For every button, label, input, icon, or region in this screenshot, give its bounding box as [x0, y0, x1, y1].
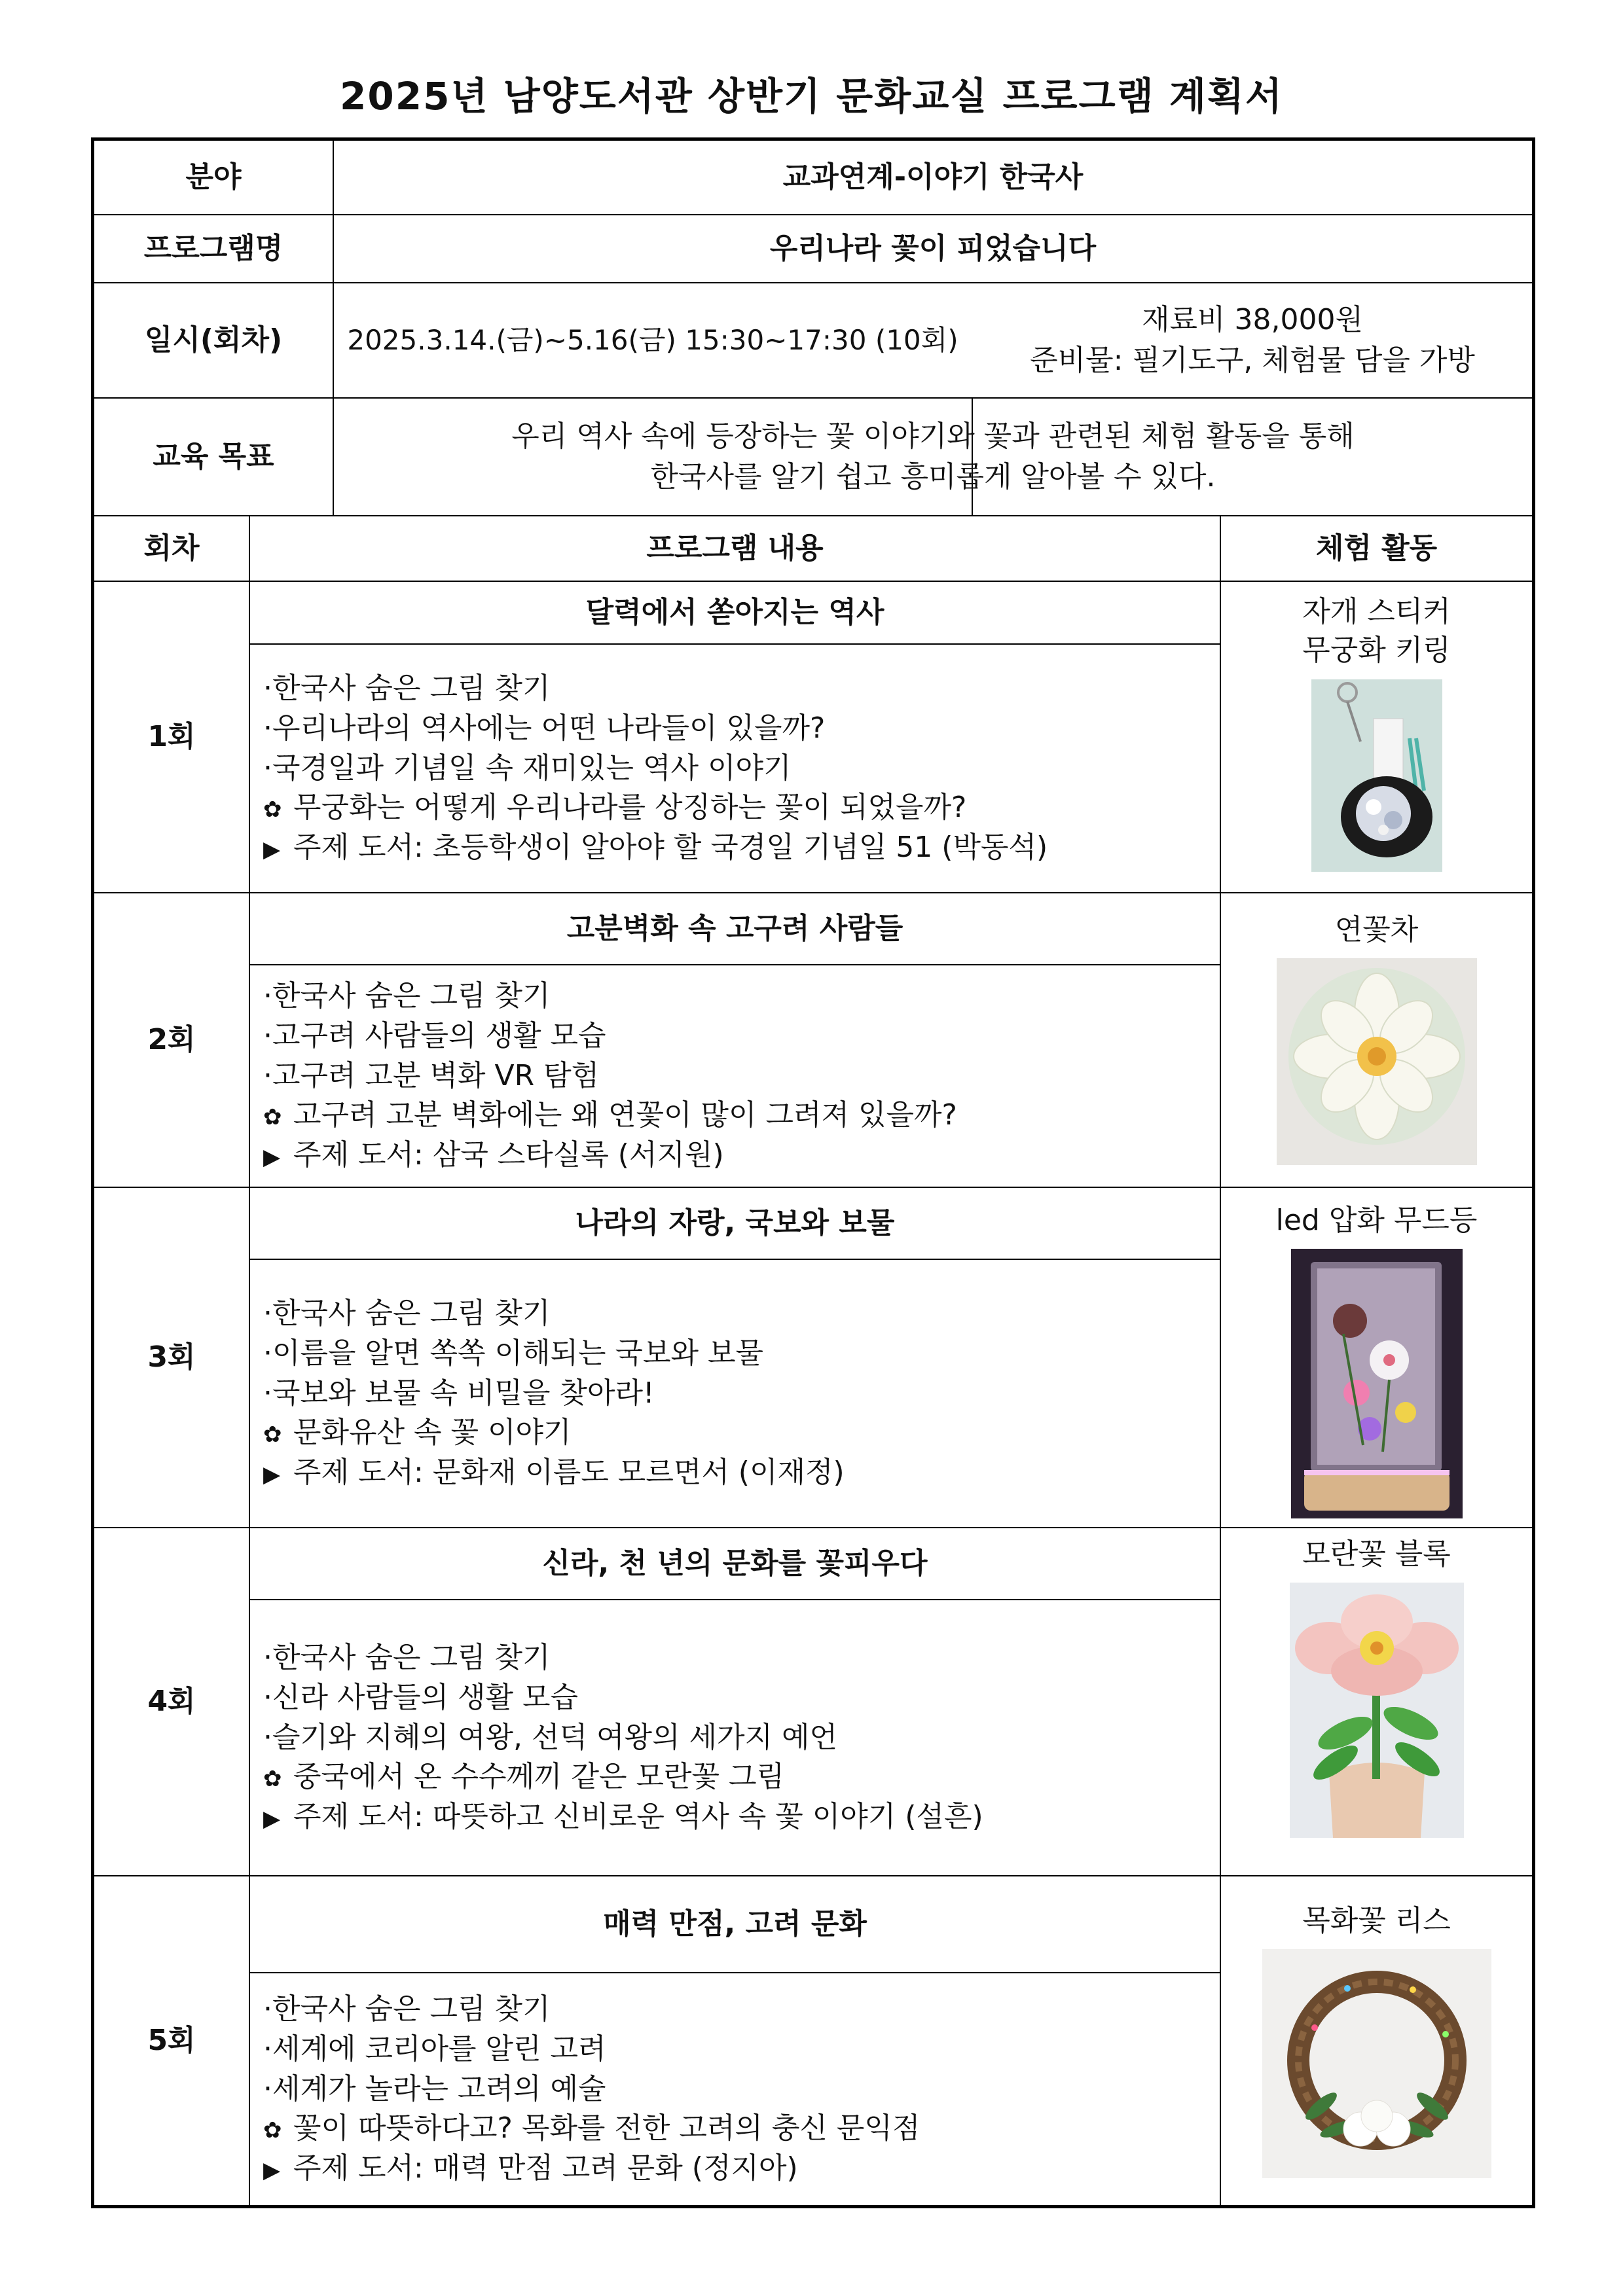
arrow-icon: ▶ — [263, 2157, 281, 2184]
content-item: ·슬기와 지혜의 여왕, 선덕 여왕의 세가지 예언 — [263, 1720, 837, 1754]
content-item: ·한국사 숨은 그림 찾기 — [263, 1641, 551, 1675]
session-content — [250, 1600, 1220, 1875]
content-item-book: ▶ 주제 도서: 문화재 이름도 모르면서 (이재정) — [263, 1456, 845, 1490]
session-number: 2회 — [147, 1023, 196, 1057]
session-topic: 매력 만점, 고려 문화 — [603, 1907, 867, 1941]
led-lamp-photo — [1291, 1249, 1463, 1518]
date-label: 일시(회차) — [144, 323, 283, 357]
flower-icon: ✿ — [263, 1422, 282, 1448]
content-item-book: ▶ 주제 도서: 초등학생이 알아야 할 국경일 기념일 51 (박동석) — [263, 831, 1048, 865]
activity-cell — [1221, 1535, 1532, 1875]
activity-cell — [1221, 910, 1532, 1187]
material-fee: 재료비 38,000원 — [1142, 303, 1363, 337]
session-topic: 달력에서 쏟아지는 역사 — [585, 596, 884, 630]
activity-cell — [1221, 1901, 1532, 2205]
content-item-flower: ✿ 중국에서 온 수수께끼 같은 모란꽃 그림 — [263, 1760, 784, 1794]
goal-label: 교육 목표 — [153, 440, 274, 474]
arrow-icon: ▶ — [263, 1144, 281, 1171]
goal-line: 한국사를 알기 쉽고 흥미롭게 알아볼 수 있다. — [650, 460, 1216, 493]
session-topic: 나라의 자랑, 국보와 보물 — [575, 1206, 895, 1240]
flower-icon: ✿ — [263, 2117, 282, 2144]
content-item: ·이름을 알면 쏙쏙 이해되는 국보와 보물 — [263, 1336, 763, 1370]
activity-label: 무궁화 키링 — [1302, 634, 1451, 668]
content-item-flower: ✿ 꽃이 따뜻하다고? 목화를 전한 고려의 충신 문익점 — [263, 2111, 921, 2145]
session-content — [250, 1973, 1220, 2205]
content-item-flower: ✿ 고구려 고분 벽화에는 왜 연꽃이 많이 그려져 있을까? — [263, 1098, 957, 1132]
peony-block-photo — [1290, 1583, 1464, 1838]
page-title: 2025년 남양도서관 상반기 문화교실 프로그램 계획서 — [340, 74, 1283, 118]
content-item: ·한국사 숨은 그림 찾기 — [263, 979, 551, 1013]
plan-table — [91, 137, 1535, 2208]
session-number: 1회 — [147, 720, 196, 754]
session-number: 4회 — [147, 1685, 196, 1719]
flower-icon: ✿ — [263, 1766, 282, 1793]
activity-label: 자개 스티커 — [1302, 595, 1451, 628]
content-item: ·국경일과 기념일 속 재미있는 역사 이야기 — [263, 751, 792, 785]
session-content — [250, 1260, 1220, 1527]
cotton-wreath-photo — [1262, 1949, 1491, 2178]
field-label: 분야 — [185, 160, 242, 194]
program-value: 우리나라 꽃이 피었습니다 — [769, 232, 1097, 266]
content-item: ·신라 사람들의 생활 모습 — [263, 1680, 578, 1714]
session-number: 3회 — [147, 1340, 196, 1374]
session-topic: 신라, 천 년의 문화를 꽃피우다 — [542, 1547, 928, 1581]
session-topic: 고분벽화 속 고구려 사람들 — [566, 912, 903, 946]
content-item: ·국보와 보물 속 비밀을 찾아라! — [263, 1376, 655, 1410]
content-item: ·한국사 숨은 그림 찾기 — [263, 672, 551, 706]
session-number: 5회 — [147, 2024, 196, 2058]
content-item-book: ▶ 주제 도서: 매력 만점 고려 문화 (정지아) — [263, 2151, 798, 2185]
program-label: 프로그램명 — [143, 232, 283, 266]
activity-cell — [1221, 1201, 1532, 1527]
content-item: ·한국사 숨은 그림 찾기 — [263, 1992, 551, 2026]
activity-label: 목화꽃 리스 — [1302, 1904, 1451, 1937]
activity-label: led 압화 무드등 — [1275, 1204, 1478, 1237]
activity-cell — [1221, 592, 1532, 892]
content-item: ·고구려 사람들의 생활 모습 — [263, 1018, 606, 1052]
content-item: ·고구려 고분 벽화 VR 탐험 — [263, 1058, 600, 1092]
activity-label: 모란꽃 블록 — [1302, 1537, 1451, 1571]
fee-supplies — [973, 283, 1532, 397]
field-value: 교과연계-이야기 한국사 — [782, 160, 1084, 194]
goal-line: 우리 역사 속에 등장하는 꽃 이야기와 꽃과 관련된 체험 활동을 통해 — [511, 420, 1355, 454]
content-item-flower: ✿ 문화유산 속 꽃 이야기 — [263, 1416, 572, 1450]
header-session: 회차 — [143, 531, 200, 565]
content-item: ·세계에 코리아를 알린 고려 — [263, 2032, 606, 2066]
session-content — [250, 645, 1220, 892]
arrow-icon: ▶ — [263, 1462, 281, 1488]
content-item: ·세계가 놀라는 고려의 예술 — [263, 2072, 606, 2106]
keyring-photo — [1311, 679, 1442, 872]
content-item: ·우리나라의 역사에는 어떤 나라들이 있을까? — [263, 711, 826, 745]
lotus-tea-photo — [1277, 958, 1477, 1165]
flower-icon: ✿ — [263, 797, 282, 823]
header-activity: 체험 활동 — [1315, 531, 1438, 565]
content-item-flower: ✿ 무궁화는 어떻게 우리나라를 상징하는 꽃이 되었을까? — [263, 791, 967, 825]
arrow-icon: ▶ — [263, 1806, 281, 1833]
supplies: 준비물: 필기도구, 체험물 담을 가방 — [1030, 344, 1475, 377]
session-content — [250, 965, 1220, 1187]
content-item: ·한국사 숨은 그림 찾기 — [263, 1297, 551, 1331]
arrow-icon: ▶ — [263, 836, 281, 863]
header-content: 프로그램 내용 — [646, 531, 824, 565]
content-item-book: ▶ 주제 도서: 따뜻하고 신비로운 역사 속 꽃 이야기 (설흔) — [263, 1800, 983, 1834]
goal-text — [334, 399, 1532, 515]
date-value: 2025.3.14.(금)~5.16(금) 15:30~17:30 (10회) — [347, 323, 958, 356]
content-item-book: ▶ 주제 도서: 삼국 스타실록 (서지원) — [263, 1138, 724, 1172]
activity-label: 연꽃차 — [1334, 913, 1419, 946]
flower-icon: ✿ — [263, 1104, 282, 1131]
